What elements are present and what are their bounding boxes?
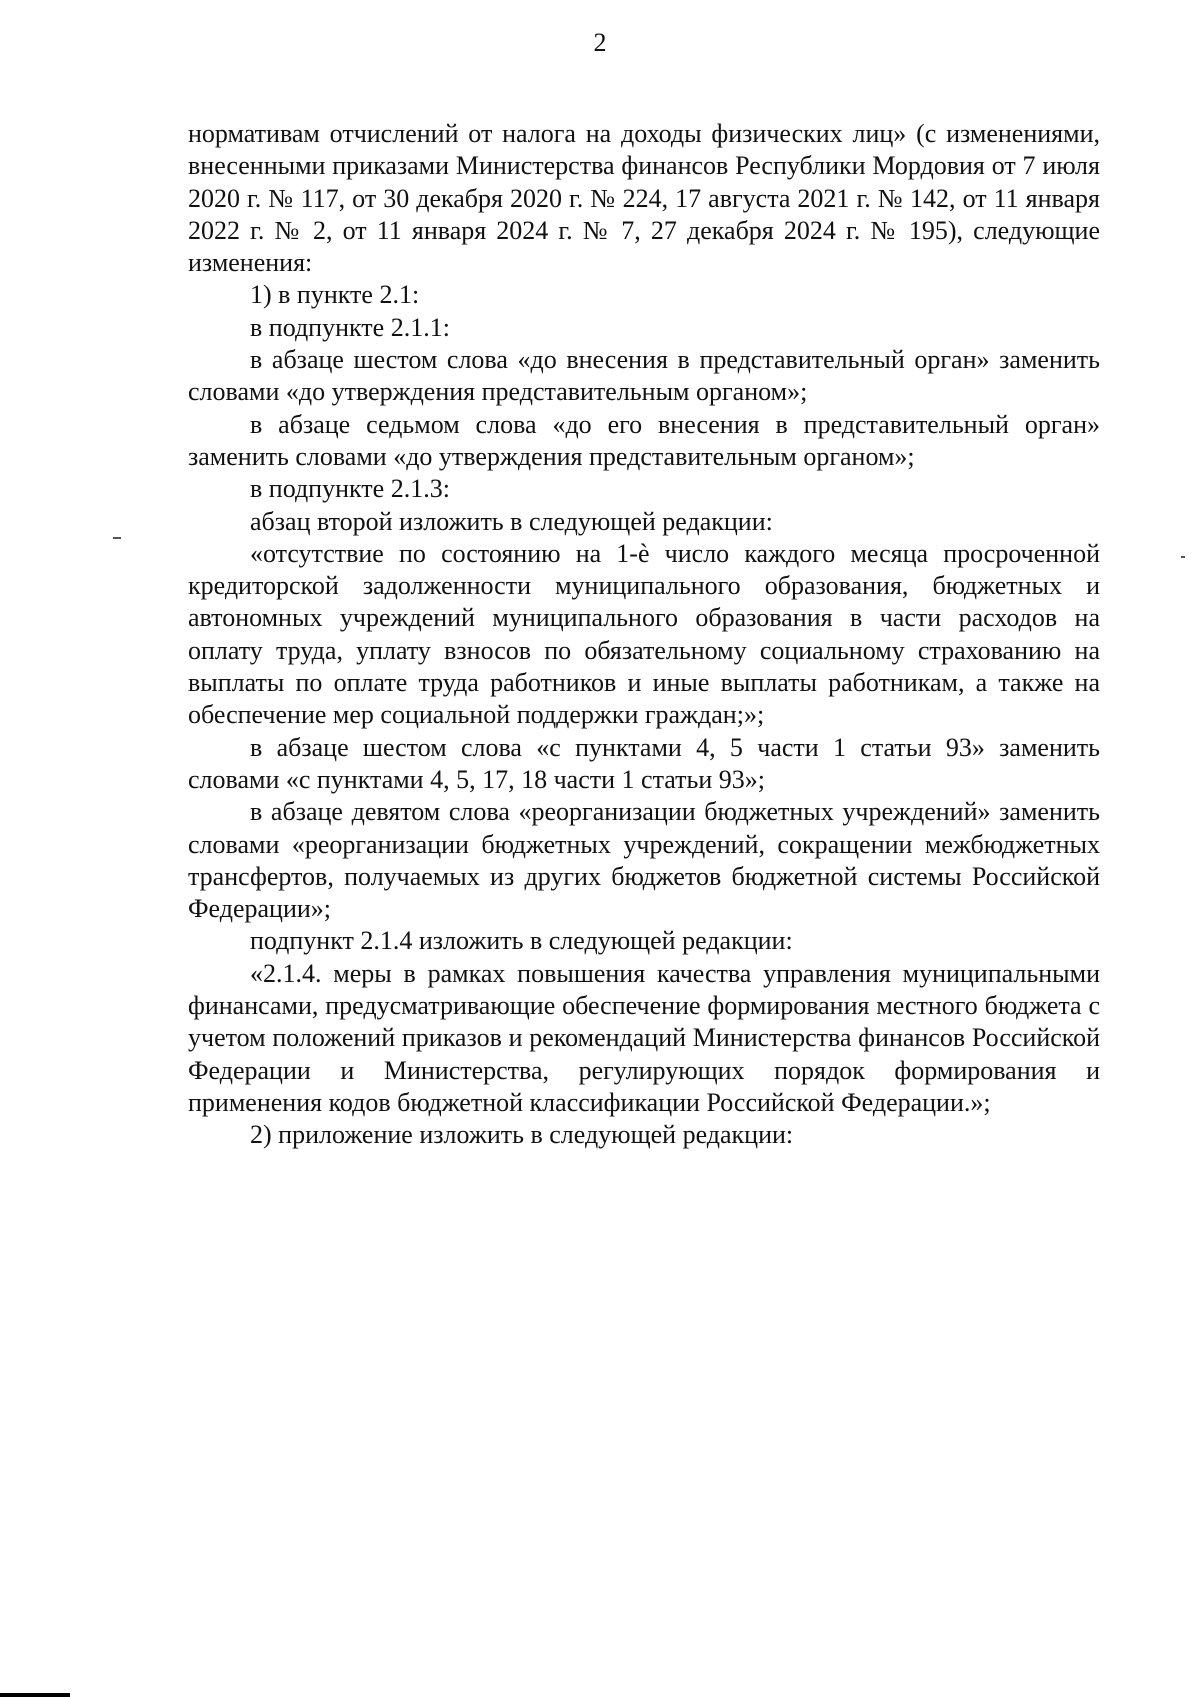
- paragraph-10: в абзаце девятом слова «реорганизации бюджетных учреждений» заменить словами «реорганизации бюджетных учреждений, сокращении межбюджетных трансфертов, получаемых из других бюджетов бюджетной системы Российской Федерации»;: [188, 797, 1100, 924]
- paragraph-12: «2.1.4. меры в рамках повышения качества управления муниципальными финансами, предусматривающие обеспечение формирования местного бюджета с учетом положений приказов и рекомендаций Министерства финансов Российской Федерации и Министерства, регулирующих порядок формирования и применения кодов бюджетной классификации Российской Федерации.»;: [188, 958, 1100, 1117]
- scan-edge-mark: [0, 1693, 70, 1697]
- document-body: [188, 118, 1100, 1152]
- paragraph-5: в абзаце седьмом слова «до его внесения в представительный орган» заменить словами «до утверждения представительным органом»;: [188, 409, 1100, 471]
- paragraph-6: в подпункте 2.1.3:: [250, 474, 450, 504]
- paragraph-1: нормативам отчислений от налога на доходы физических лиц» (с изменениями, внесенными приказами Министерства финансов Республики Мордовия от 7 июля 2020 г. № 117, от 30 декабря 2020 г. № 224, 17 августа 2021 г. № 142, от 11 января 2022 г. № 2, от 11 января 2024 г. № 7, 27 декабря 2024 г. № 195), следующие изменения:: [188, 119, 1100, 278]
- paragraph-4: в абзаце шестом слова «до внесения в представительный орган» заменить словами «до утверждения представительным органом»;: [188, 345, 1100, 407]
- paragraph-7: абзац второй изложить в следующей редакции:: [250, 506, 773, 536]
- paragraph-3: в подпункте 2.1.1:: [250, 312, 450, 342]
- page-number: 2: [593, 28, 607, 57]
- paragraph-8: «отсутствие по состоянию на 1-ѐ число каждого месяца просроченной кредиторской задолженности муниципального образования, бюджетных и автономных учреждений муниципального образования в части расходов на оплату труда, уплату взносов по обязательному социальному страхованию на выплаты по оплате труда работников и иные выплаты работникам, а также на обеспечение мер социальной поддержки граждан;»;: [188, 538, 1100, 730]
- paragraph-13: 2) приложение изложить в следующей редакции:: [250, 1120, 794, 1150]
- paragraph-9: в абзаце шестом слова «с пунктами 4, 5 части 1 статьи 93» заменить словами «с пунктами 4, 5, 17, 18 части 1 статьи 93»;: [188, 732, 1100, 794]
- scan-mark-left: [113, 537, 121, 539]
- paragraph-11: подпункт 2.1.4 изложить в следующей редакции:: [250, 926, 793, 956]
- paragraph-2: 1) в пункте 2.1:: [250, 280, 420, 310]
- scan-mark-right: [1181, 556, 1185, 558]
